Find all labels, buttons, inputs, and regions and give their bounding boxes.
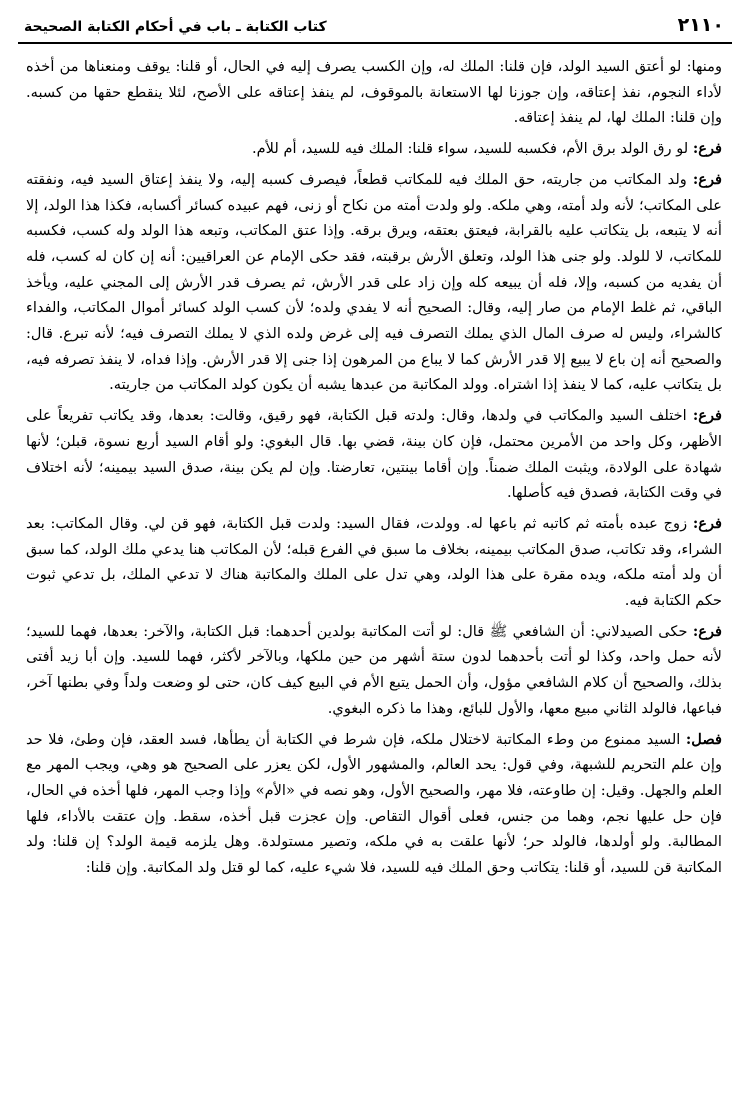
paragraph	[26, 167, 722, 398]
paragraph-text: السيد ممنوع من وطء المكاتبة لاختلال ملكه، فإن شرط في الكتابة أن يطأها، فسد العقد، فإن وطئ، فلا حد وإن علم التحريم للشبهة، وفي قول: يحد العالم، والمشهور الأول، لكن يعزر على الصحيح هو وهي، ويجب المهر مع العلم والجهل. وقيل: إن طاوعته، فلا مهر، والصحيح الأول، وهو نصه في «الأم» وإذا وجب المهر، فلها أخذه في الحال، فإن حل عليها نجم، وهما من جنس، فعلى أقوال التقاص. وإن عجزت قبل أخذه، سقط. وإن عتقت بالأداء، فلها المطالبة. ولو أولدها، فالولد حر؛ لأنها علقت به في ملكه، وتصير مستولدة. وهل يلزمه قيمة الولد؟ إن قلنا: ولد المكاتبة قن للسيد، أو قلنا: يتكاتب وحق الملك فيه للسيد، فلا شيء عليه، كما لو قتل ولد المكاتبة. وإن قلنا:	[26, 730, 722, 877]
paragraph	[26, 54, 722, 131]
book-page	[18, 14, 732, 1094]
paragraph-text: اختلف السيد والمكاتب في ولدها، وقال: ولدته قبل الكتابة، فهو رقيق، وقالت: بعدها، وقد يكاتب تفريعاً على الأظهر، وكل واحد من الأمرين محتمل، فإن كان بينة، قضي بها. قال البغوي: ولو أقام السيد أربع نسوة، قبلن؛ لأنها شهادة على الولادة، ويثبت الملك ضمناً. وإن أقاما بينتين، تعارضتا. وإن لم يكن بينة، صدق السيد بيمينه؛ لأنه اختلاف في وقت الكتابة، فصدق فيه كأصلها.	[26, 407, 722, 502]
page-header	[18, 14, 732, 44]
page-body	[18, 44, 732, 881]
paragraph-text: ومنها: لو أعتق السيد الولد، فإن قلنا: الملك له، وإن الكسب يصرف إليه في الحال، أو قلنا: يوقف ومنعناها من أخذه لأداء النجوم، نفذ إعتاقه، وإن جوزنا لها الاستعانة بالموقوف، لم ينفذ إعتاقه على الأصح، لئلا ينقطع حقها من كسبه. وإن قلنا: الملك لها، لم ينفذ إعتاقه.	[26, 58, 722, 127]
paragraph-text: لو رق الولد برق الأم، فكسبه للسيد، سواء قلنا: الملك فيه للسيد، أم للأم.	[251, 140, 693, 158]
paragraph-lead: فرع:	[692, 622, 722, 640]
paragraph-text: ولد المكاتب من جاريته، حق الملك فيه للمكاتب قطعاً، فيصرف كسبه إليه، ولا ينفذ إعتاق السيد فيه، ونفقته على المكاتب؛ لأنه ولد أمته، وهي ملكه. ولو ولدت أمته من نكاح أو زنى، فهم عبيده كسائر أكسابه، فكذا هذا الولد، إلا أنه لا يتبعه، بل يتكاتب عليه بالقرابة، فيعتق بعتقه، ويرق برقه. وإذا عتق المكاتب، وتبعه هذا الولد وله كسب، فكسبه للمكاتب، لا للولد. ولو جنى هذا الولد، وتعلق الأرش برقبته، فقد حكى الإمام عن العراقيين: أنه إن كان له كسب، فله أن يفديه من كسبه، وإلا، فله أن يبيعه كله وإن زاد على قدر الأرش، ثم يصرف قدر الأرش إلى المجني عليه، ويأخذ الباقي، ثم غلط الإمام من صار إليه، وقال: الصحيح أنه لا يفدي ولده؛ لأن كسب الولد كسائر أموال المكاتب، والفداء كالشراء، وليس له صرف المال الذي يملك التصرف فيه إلى غرض ولده الذي لا يملك التصرف فيه؛ لأنه تبرع. قال: والصحيح أنه إن باع لا يبيع إلا قدر الأرش كما لا يباع من المرهون إذا جنى إلا قدر الأرش. وإذا فداه، لا ينفذ تصرفه فيه، بل يتكاتب عليه، كما لا ينفذ إذا اشتراه. وولد المكاتبة من عبدها يشبه أن يكون كولد المكاتب من جاريته.	[26, 170, 722, 394]
paragraph-lead: فصل:	[685, 730, 722, 748]
paragraph-text: زوج عبده بأمته ثم كاتبه ثم باعها له. وولدت، فقال السيد: ولدت قبل الكتابة، فهو قن لي. وقال المكاتب: بعد الشراء، وقد تكاتب، صدق المكاتب بيمينه، بخلاف ما سبق في الفرع قبله؛ لأن المكاتب هنا يدعي ملك الولد، كما سبق أن ولد أمته ملكه، ويده مقرة على هذا الولد، وهي تدل على الملك والمكاتبة هناك لا تدعي الملك، بل تدعي ثبوت حكم الكتابة فيه.	[26, 514, 722, 610]
paragraph-lead: فرع:	[692, 514, 722, 532]
paragraph	[26, 619, 722, 722]
running-title: كتاب الكتابة ـ باب في أحكام الكتابة الصحيحة	[24, 19, 327, 35]
paragraph-lead: فرع:	[692, 140, 722, 158]
paragraph	[26, 403, 722, 506]
page-number: ٢١١٠	[677, 14, 724, 36]
paragraph-lead: فرع:	[692, 170, 722, 188]
paragraph-text: حكى الصيدلاني: أن الشافعي ﷺ قال: لو أتت المكاتبة بولدين أحدهما: قبل الكتابة، والآخر: بعدها، فهما للسيد؛ لأنه حمل واحد، وكذا لو أتت بأحدهما لدون ستة أشهر من حين ملكها، وبالآخر لأكثر، فهما للسيد. وإن أبا زيد أفتى بذلك، والصحيح أن كلام الشافعي مؤول، وأن الحمل يتبع الأم في البيع كيف كان، حتى لو وضعت ولداً وفي بطنها آخر، فباعها، فالولد الثاني مبيع معها، والأول للبائع، وهذا ما ذكره البغوي.	[26, 622, 722, 717]
paragraph	[26, 136, 722, 162]
paragraph	[26, 727, 722, 881]
paragraph-lead: فرع:	[692, 407, 722, 425]
paragraph	[26, 511, 722, 614]
